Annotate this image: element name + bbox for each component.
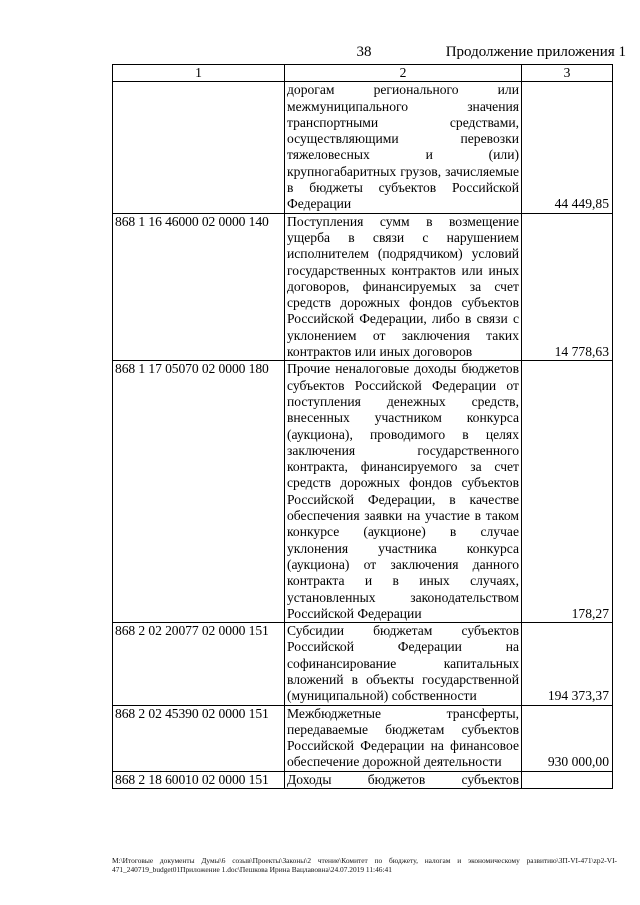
budget-code-cell: 868 1 16 46000 02 0000 140 — [113, 213, 285, 361]
document-path-footer: M:\Итоговые документы Думы\6 созыв\Проекты\Законы\2 чтение\Комитет по бюджету, налогам и экономическому развитию\ЗП-VI-471\zp2-VI-471_240719_budget01Приложение 1.doc\Пешкова Ирина Вацлавовна\24.07.2019 11:46:41 — [112, 856, 617, 874]
page-number: 38 — [356, 44, 372, 60]
amount-cell — [522, 771, 613, 788]
table-row — [113, 361, 613, 623]
description-cell: Межбюджетные трансферты, передаваемые бюджетам субъектов Российской Федерации на финансовое обеспечение дорожной деятельности — [285, 705, 522, 771]
table-row — [113, 213, 613, 361]
amount-cell: 194 373,37 — [522, 623, 613, 705]
description-cell: Доходы бюджетов субъектов — [285, 771, 522, 788]
budget-code-cell: 868 2 18 60010 02 0000 151 — [113, 771, 285, 788]
table-row — [113, 623, 613, 705]
table-header-row — [113, 65, 613, 82]
budget-code-cell: 868 2 02 20077 02 0000 151 — [113, 623, 285, 705]
description-cell: Поступления сумм в возмещение ущерба в связи с нарушением исполнителем (подрядчиком) условий государственных контрактов или иных договоров, финансируемых за счет средств дорожных фондов субъектов Российской Федерации, либо в связи с уклонением от заключения таких контрактов или иных договоров — [285, 213, 522, 361]
table-row — [113, 82, 613, 213]
budget-code-cell: 868 2 02 45390 02 0000 151 — [113, 705, 285, 771]
budget-code-cell — [113, 82, 285, 213]
revenue-table — [112, 64, 613, 789]
description-cell: Субсидии бюджетам субъектов Российской Федерации на софинансирование капитальных вложений в объекты государственной (муниципальной) собственности — [285, 623, 522, 705]
description-cell: Прочие неналоговые доходы бюджетов субъектов Российской Федерации от поступления денежных средств, внесенных участником конкурса (аукциона), проводимого в целях заключения государственного контракта, финансируемого за счет средств дорожных фондов субъектов Российской Федерации, в качестве обеспечения заявки на участие в таком конкурсе (аукционе) в случае уклонения участника конкурса (аукциона) от заключения данного контракта и в иных случаях, установленных законодательством Российской Федерации — [285, 361, 522, 623]
amount-cell: 178,27 — [522, 361, 613, 623]
continuation-label: Продолжение приложения 1 — [445, 44, 626, 60]
amount-cell: 14 778,63 — [522, 213, 613, 361]
table-row — [113, 705, 613, 771]
description-cell: дорогам регионального или межмуниципального значения транспортными средствами, осуществляющими перевозки тяжеловесных и (или) крупногабаритных грузов, зачисляемые в бюджеты субъектов Российской Федерации — [285, 82, 522, 213]
amount-cell: 44 449,85 — [522, 82, 613, 213]
column-header: 2 — [285, 65, 522, 82]
column-header: 1 — [113, 65, 285, 82]
budget-code-cell: 868 1 17 05070 02 0000 180 — [113, 361, 285, 623]
amount-cell: 930 000,00 — [522, 705, 613, 771]
table-row — [113, 771, 613, 788]
column-header: 3 — [522, 65, 613, 82]
